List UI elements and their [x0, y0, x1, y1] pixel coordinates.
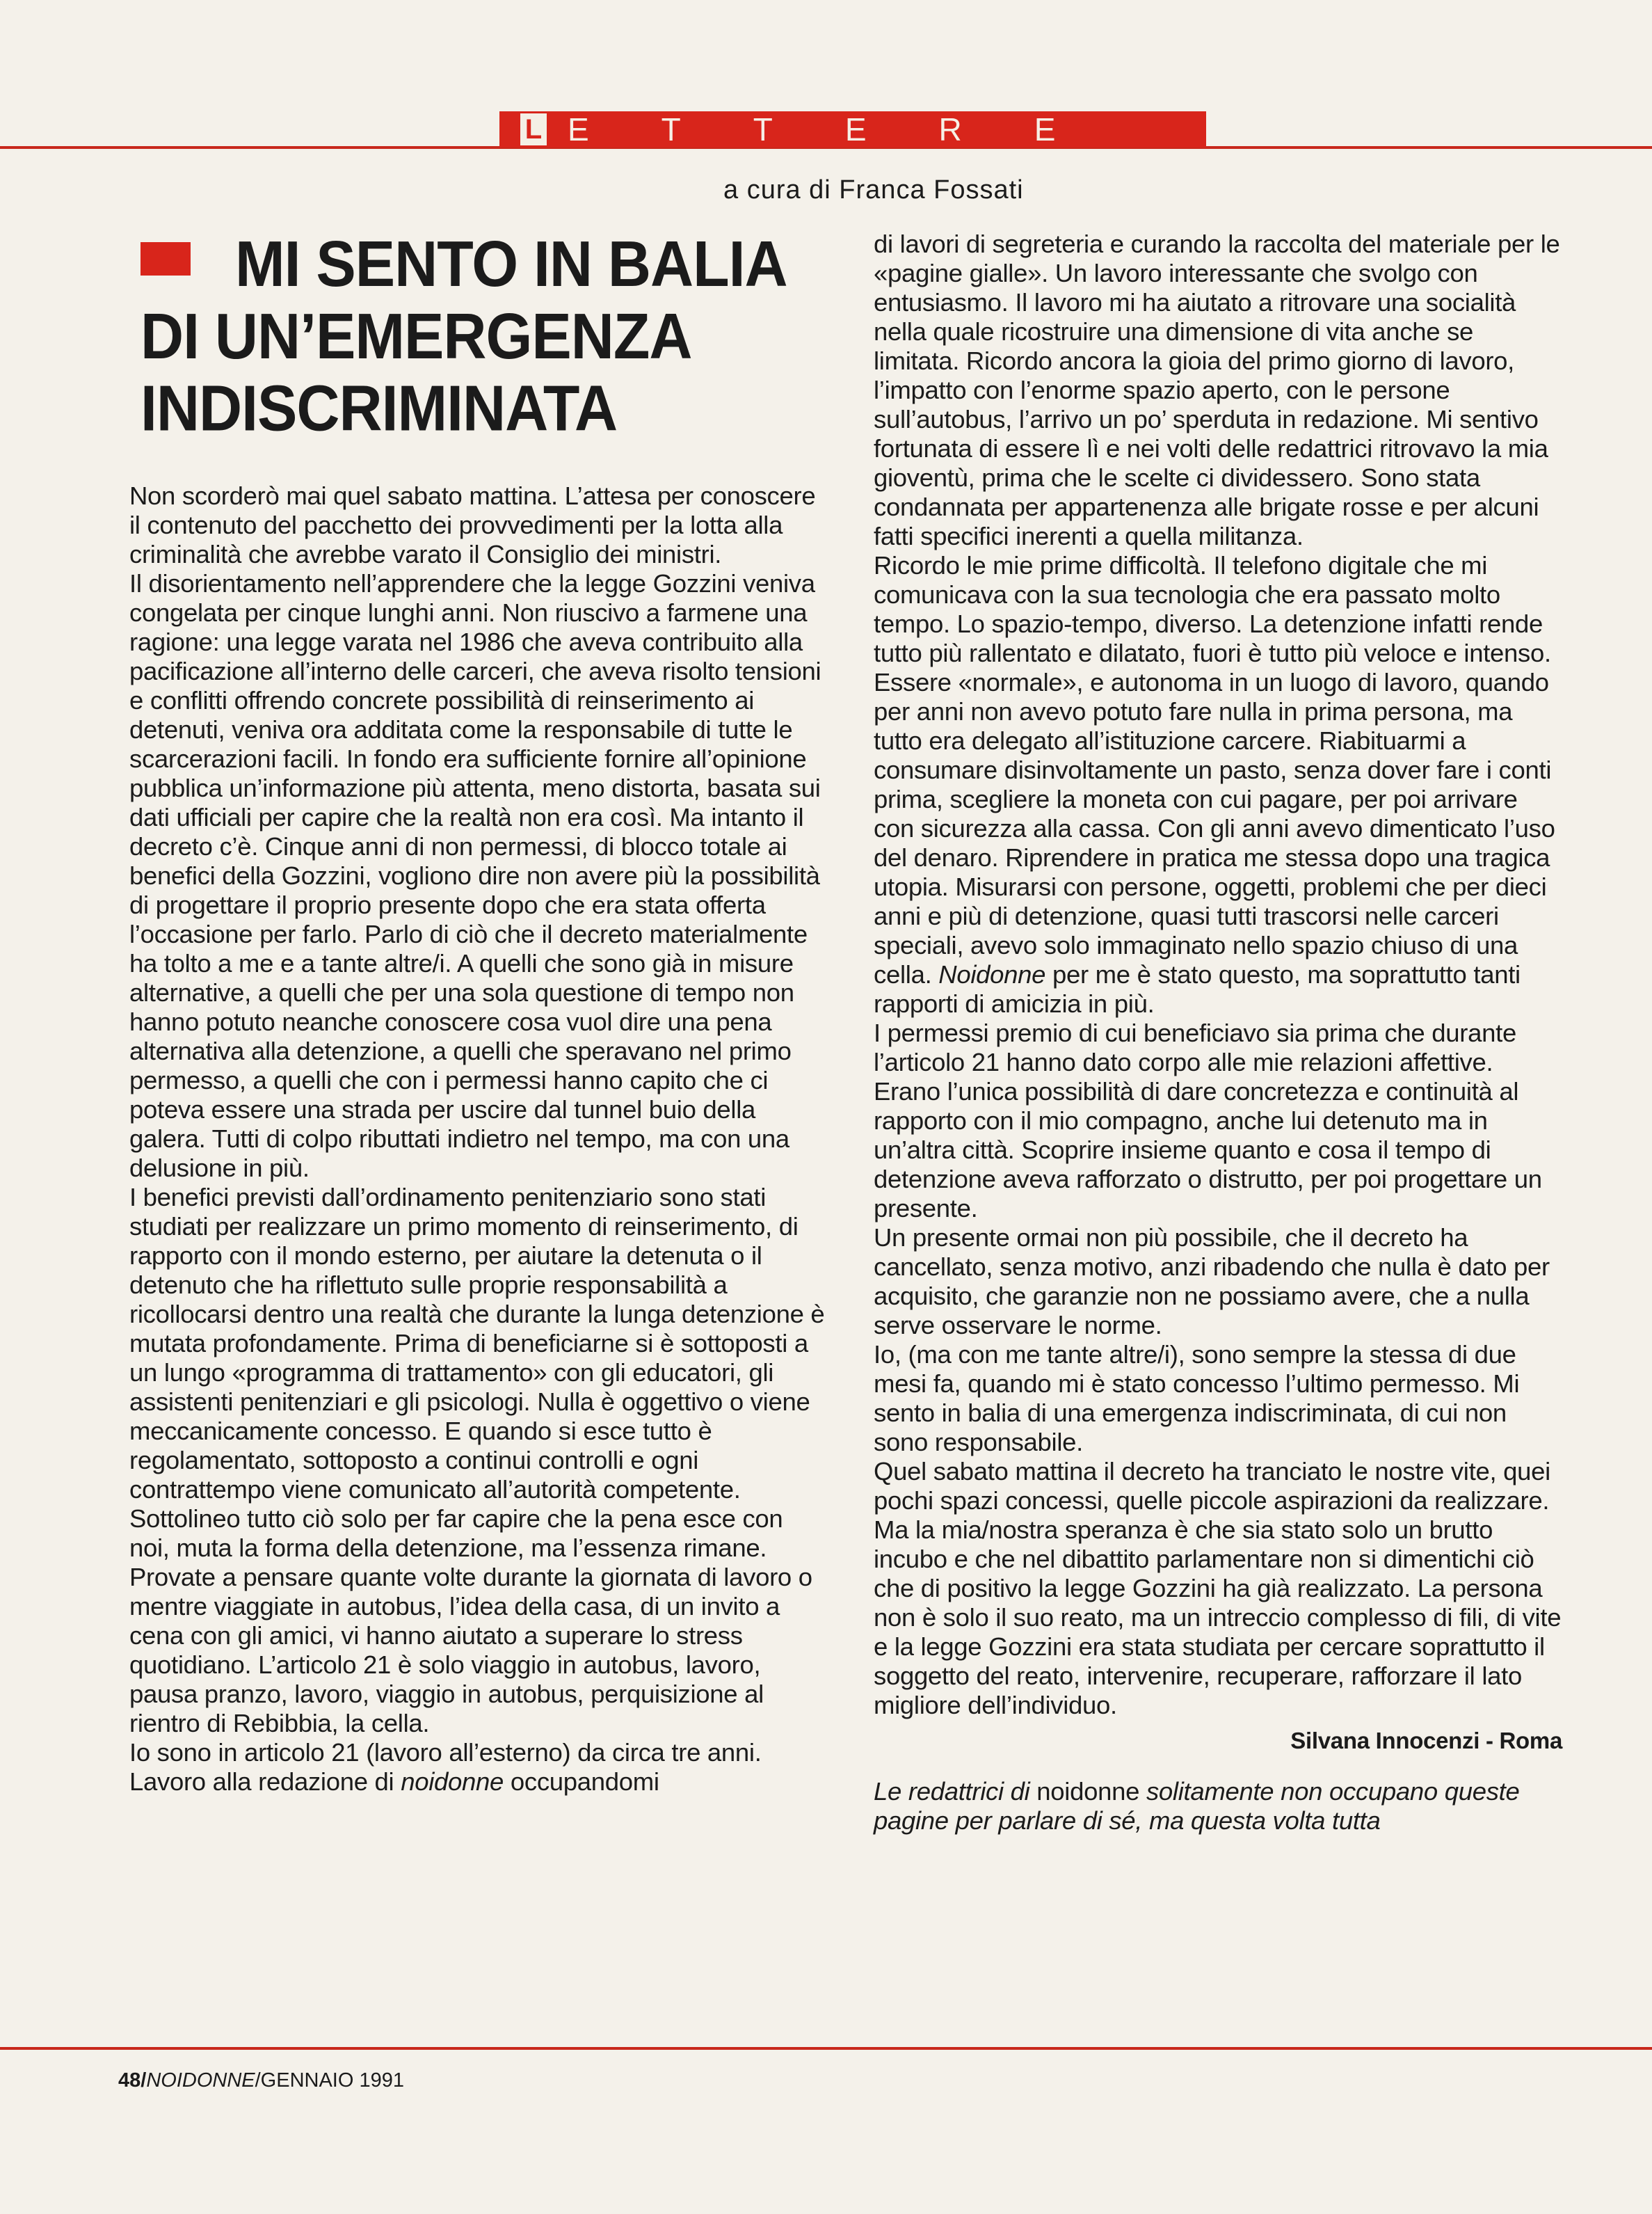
right-column	[874, 230, 1562, 1835]
body-paragraph: Io, (ma con me tante altre/i), sono sempre la stessa di due mesi fa, quando mi è stato concesso l’ultimo permesso. Mi sento in balia di una emergenza indiscriminata, di cui non sono responsabile.	[874, 1340, 1520, 1456]
headline: MI SENTO IN BALIA DI UN’EMERGENZA INDISCRIMINATA	[141, 228, 785, 445]
section-title: ETTERE	[568, 111, 1128, 148]
page-number: 48/	[118, 2069, 147, 2092]
byline: a cura di Franca Fossati	[723, 175, 1024, 205]
body-text: occupandomi	[510, 1767, 659, 1796]
body-paragraph: Non scorderò mai quel sabato mattina. L’attesa per conoscere il contenuto del pacchetto dei provvedimenti per la lotta alla criminalità che avrebbe varato il Consiglio dei ministri.	[129, 481, 816, 568]
magazine-name: noidonne	[1036, 1777, 1140, 1806]
editor-note	[874, 1777, 1562, 1835]
body-paragraph	[129, 1738, 825, 1797]
footer-magazine-name: NOIDONNE	[146, 2069, 255, 2092]
body-text: Ricordo le mie prime difficoltà. Il telefono digitale che mi comunicava con la sua tecnologia che era passato molto tempo. Lo spazio-tempo, diverso. La detenzione infatti rende tutto più rallentato e dilatato, fuori è tutto più veloce e intenso. Essere «normale», e autonoma in un luogo di lavoro, quando per anni non avevo potuto fare nulla in prima persona, ma tutto era delegato all’istituzione carcere. Riabituarmi a consumare disinvoltamente un pasto, senza dover fare i conti prima, scegliere la moneta con cui pagare, per poi arrivare con sicurezza alla cassa. Con gli anni avevo dimenticato l’uso del denaro. Riprendere in pratica me stessa dopo una tragica utopia. Misurarsi con persone, oggetti, problemi che per dieci anni e più di detenzione, quasi tutti trascorsi nelle carceri speciali, avevo solo immaginato nello spazio chiuso di una cella.	[874, 551, 1555, 989]
editor-note-text: Le redattrici di	[874, 1777, 1030, 1806]
left-column	[129, 481, 825, 1797]
body-paragraph: Un presente ormai non più possibile, che il decreto ha cancellato, senza motivo, anzi ribadendo che nulla è dato per acquisito, che garanzie non ne possiamo avere, che a nulla serve osservare le norme.	[874, 1223, 1550, 1339]
body-paragraph: I permessi premio di cui beneficiavo sia prima che durante l’articolo 21 hanno dato corpo alle mie relazioni affettive. Erano l’unica possibilità di dare concretezza e continuità al rapporto con il mio compagno, anche lui detenuto ma in un’altra città. Scoprire insieme quanto e cosa il tempo di detenzione aveva rafforzato o distrutto, per poi progettare un presente.	[874, 1019, 1542, 1223]
section-title-initial: L	[520, 113, 547, 145]
magazine-name: noidonne	[401, 1767, 504, 1796]
body-paragraph: Il disorientamento nell’apprendere che la legge Gozzini veniva congelata per cinque lunghi anni. Non riuscivo a farmene una ragione: una legge varata nel 1986 che aveva contribuito alla pacificazione all’interno delle carceri, che aveva risolto tensioni e conflitti offrendo concrete possibilità di reinserimento ai detenuti, veniva ora additata come la responsabile di tutte le scarcerazioni facili. In fondo era sufficiente fornire all’opinione pubblica un’informazione più attenta, meno distorta, basata sui dati ufficiali per capire che la realtà non era così. Ma intanto il decreto c’è. Cinque anni di non permessi, di blocco totale ai benefici della Gozzini, vogliono dire non avere più la possibilità di progettare il proprio presente dopo che era stata offerta l’occasione per farlo. Parlo di ciò che il decreto materialmente ha tolto a me e a tante altre/i. A quelli che sono già in misure alternative, a quelli che per una sola questione di tempo non hanno potuto neanche conoscere cosa vuol dire una pena alternativa alla detenzione, a quelli che speravano nel primo permesso, a quelli che con i permessi hanno capito che ci poteva essere una strada per uscire dal tunnel buio della galera. Tutti di colpo ributtati indietro nel tempo, ma con una delusione in più.	[129, 569, 821, 1182]
body-paragraph: Quel sabato mattina il decreto ha tranciato le nostre vite, quei pochi spazi concessi, quelle piccole aspirazioni da realizzare. Ma la mia/nostra speranza è che sia stato solo un brutto incubo e che nel dibattito parlamentare non si dimentichi ciò che di positivo la legge Gozzini ha già realizzato. La persona non è solo il suo reato, ma un intreccio complesso di fili, di vite e la legge Gozzini era stata studiata per cercare soprattutto il soggetto del reato, intervenire, recuperare, rafforzare il lato migliore dell’individuo.	[874, 1457, 1562, 1719]
body-text: Io sono in articolo 21 (lavoro all’esterno) da circa tre anni. Lavoro alla redazione di	[129, 1738, 762, 1796]
letter-signature: Silvana Innocenzi - Roma	[1290, 1728, 1562, 1753]
editor-note-text: solitamente non occupano queste pagine per parlare di sé, ma questa volta tutta	[874, 1777, 1520, 1835]
body-paragraph: di lavori di segreteria e curando la raccolta del materiale per le «pagine gialle». Un lavoro interessante che svolgo con entusiasmo. Il lavoro mi ha aiutato a ritrovare una socialità nella quale ricostruire una dimensione di vita anche se limitata. Ricordo ancora la gioia del primo giorno di lavoro, l’impatto con l’enorme spazio aperto, con le persone sull’autobus, l’arrivo un po’ sperduta in redazione. Mi sentivo fortunata di essere lì e nei volti delle redattrici ritrovavo la mia gioventù, prima che le scelte ci dividessero. Sono stata condannata per appartenenza alle brigate rosse e per alcuni fatti specifici inerenti a quella militanza.	[874, 230, 1560, 550]
bottom-red-rule	[0, 2047, 1652, 2050]
section-header-band	[499, 111, 1206, 148]
body-paragraph: I benefici previsti dall’ordinamento penitenziario sono stati studiati per realizzare un primo momento di reinserimento, di rapporto con il mondo esterno, per aiutare la detenuta o il detenuto che ha riflettuto sulle proprie responsabilità a ricollocarsi dentro una realtà che durante la lunga detenzione è mutata profondamente. Prima di beneficiarne si è sottoposti a un lungo «programma di trattamento» con gli educatori, gli assistenti penitenziari e gli psicologi. Nulla è oggettivo o viene meccanicamente concesso. E quando si esce tutto è regolamentato, sottoposto a continui controlli e ogni contrattempo viene comunicato all’autorità competente. Sottolineo tutto ciò solo per far capire che la pena esce con noi, muta la forma della detenzione, ma l’essenza rimane. Provate a pensare quante volte durante la giornata di lavoro o mentre viaggiate in autobus, l’idea della casa, di un invito a cena con gli amici, vi hanno aiutato a superare lo stress quotidiano. L’articolo 21 è solo viaggio in autobus, lavoro, pausa pranzo, lavoro, viaggio in autobus, perquisizione al rientro di Rebibbia, la cella.	[129, 1183, 825, 1737]
magazine-name: Noidonne	[938, 960, 1046, 989]
footer-issue: /GENNAIO 1991	[255, 2069, 404, 2092]
body-paragraph	[874, 551, 1562, 1019]
body-text: per me è stato questo, ma soprattutto tanti rapporti di amicizia in più.	[874, 960, 1521, 1018]
page-footer	[118, 2069, 404, 2092]
